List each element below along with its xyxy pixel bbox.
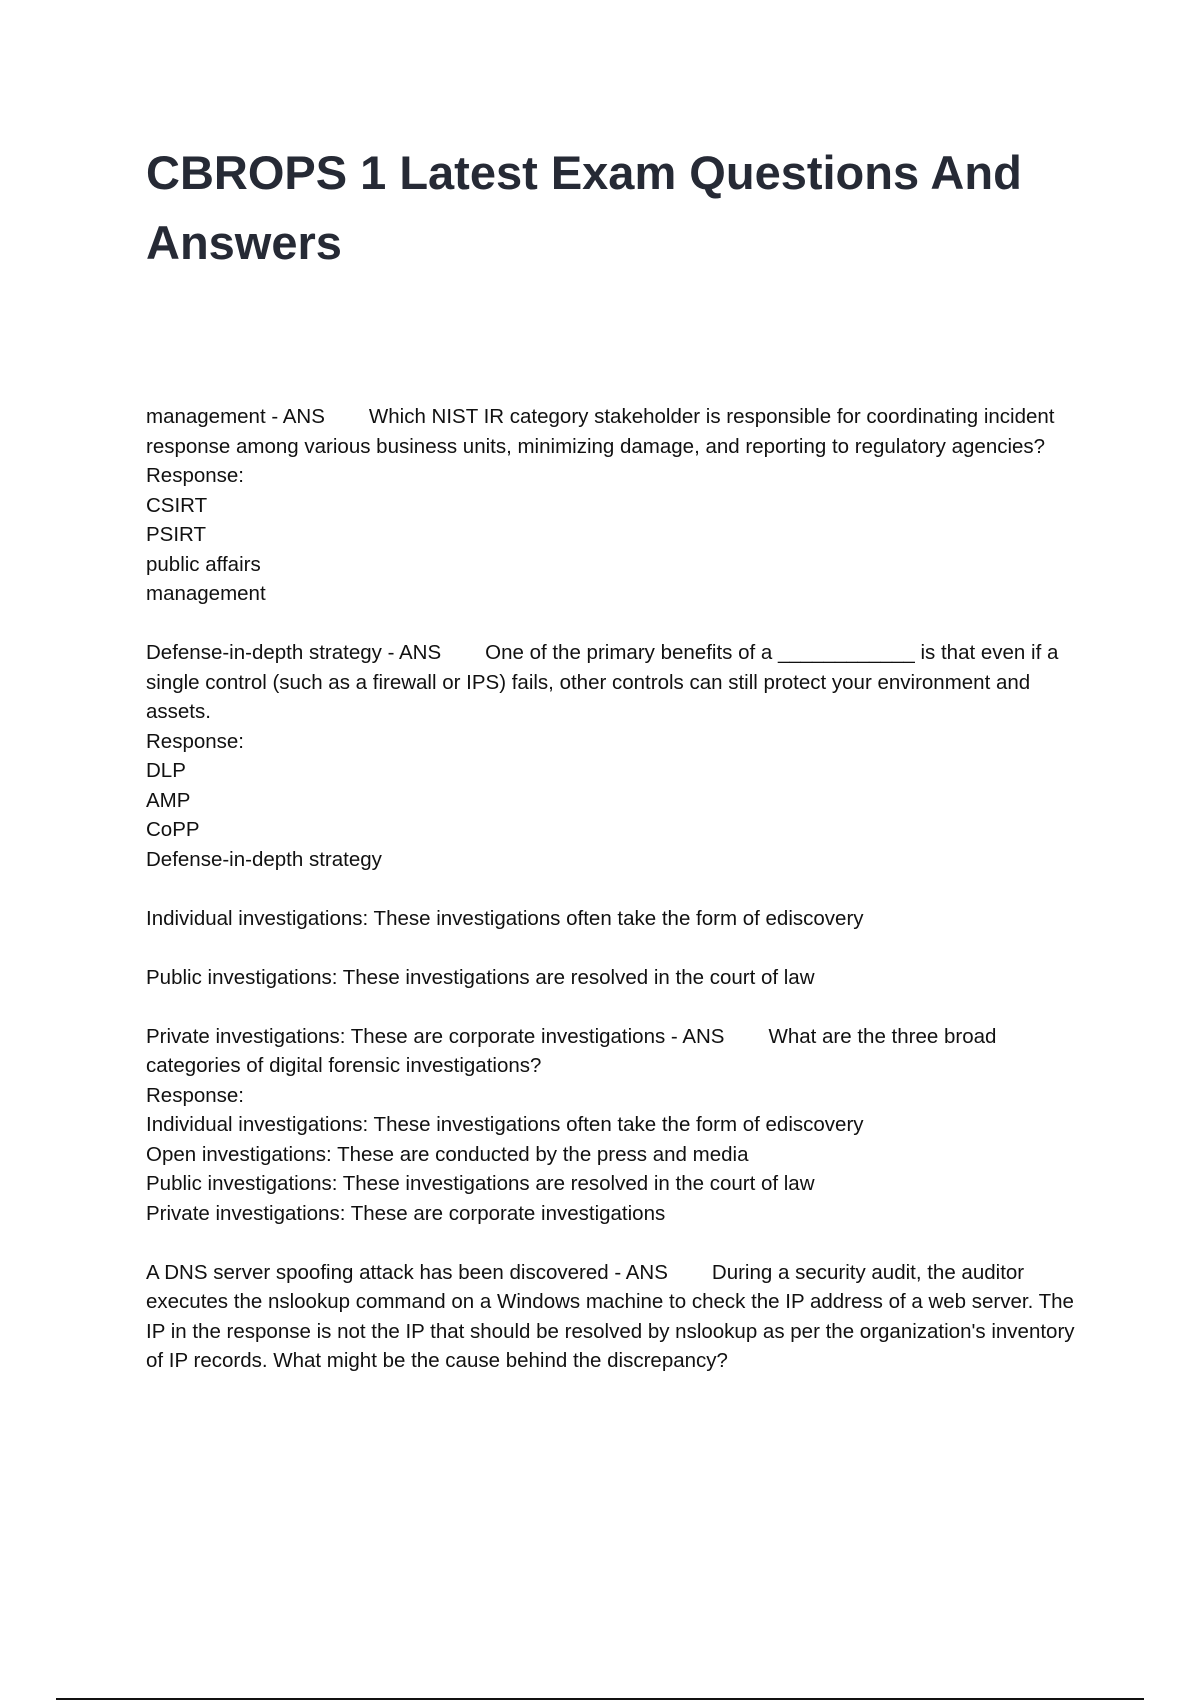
qa-response-label: Response: <box>146 729 245 753</box>
qa-lead-text: Individual investigations: These investigations often take the form of ediscovery <box>146 906 864 930</box>
qa-question-line <box>146 1022 1086 1081</box>
qa-item <box>146 402 1086 609</box>
qa-lead-line <box>146 904 1086 934</box>
qa-question: One of the primary benefits of a ____________ is that even if a single control (such as a firewall or IPS) fails, other controls can still protect your environment and assets. <box>146 641 1059 723</box>
qa-option: Individual investigations: These investigations often take the form of ediscovery <box>146 1113 864 1136</box>
document-body <box>146 402 1086 1405</box>
qa-answer: Defense-in-depth strategy - ANS <box>146 641 442 664</box>
qa-option: Public investigations: These investigations are resolved in the court of law <box>146 1172 815 1195</box>
qa-option: DLP <box>146 759 186 782</box>
qa-item <box>146 1022 1086 1229</box>
qa-lead-text: Public investigations: These investigations are resolved in the court of law <box>146 965 815 989</box>
qa-question-line <box>146 402 1086 461</box>
qa-option: CoPP <box>146 818 200 841</box>
qa-question: Which NIST IR category stakeholder is responsible for coordinating incident response among various business units, minimizing damage, and reporting to regulatory agencies? <box>146 405 1055 458</box>
qa-question-line <box>146 1258 1086 1376</box>
qa-question: During a security audit, the auditor executes the nslookup command on a Windows machine to check the IP address of a web server. The IP in the response is not the IP that should be resolved by nslookup as per the organization's inventory of IP records. What might be the cause behind the discrepancy? <box>146 1260 1075 1372</box>
qa-answer: management - ANS <box>146 405 325 428</box>
qa-option: Open investigations: These are conducted by the press and media <box>146 1142 749 1166</box>
document-title: CBROPS 1 Latest Exam Questions And Answers <box>146 146 1022 269</box>
qa-response-label: Response: <box>146 464 245 487</box>
qa-option: management <box>146 582 266 605</box>
qa-lead-line <box>146 963 1086 993</box>
qa-response-label: Response: <box>146 1083 245 1107</box>
qa-question: What are the three broad categories of digital forensic investigations? <box>146 1024 997 1077</box>
qa-answer: Private investigations: These are corporate investigations - ANS <box>146 1024 725 1048</box>
qa-option: PSIRT <box>146 523 206 546</box>
qa-option: AMP <box>146 788 191 812</box>
qa-option: Defense-in-depth strategy <box>146 847 382 871</box>
qa-option: public affairs <box>146 552 261 576</box>
qa-answer: A DNS server spoofing attack has been discovered - ANS <box>146 1260 668 1284</box>
qa-option: CSIRT <box>146 493 208 517</box>
qa-option: Private investigations: These are corporate investigations <box>146 1201 666 1225</box>
qa-item <box>146 1258 1086 1376</box>
qa-question-line <box>146 638 1086 727</box>
qa-item <box>146 638 1086 874</box>
